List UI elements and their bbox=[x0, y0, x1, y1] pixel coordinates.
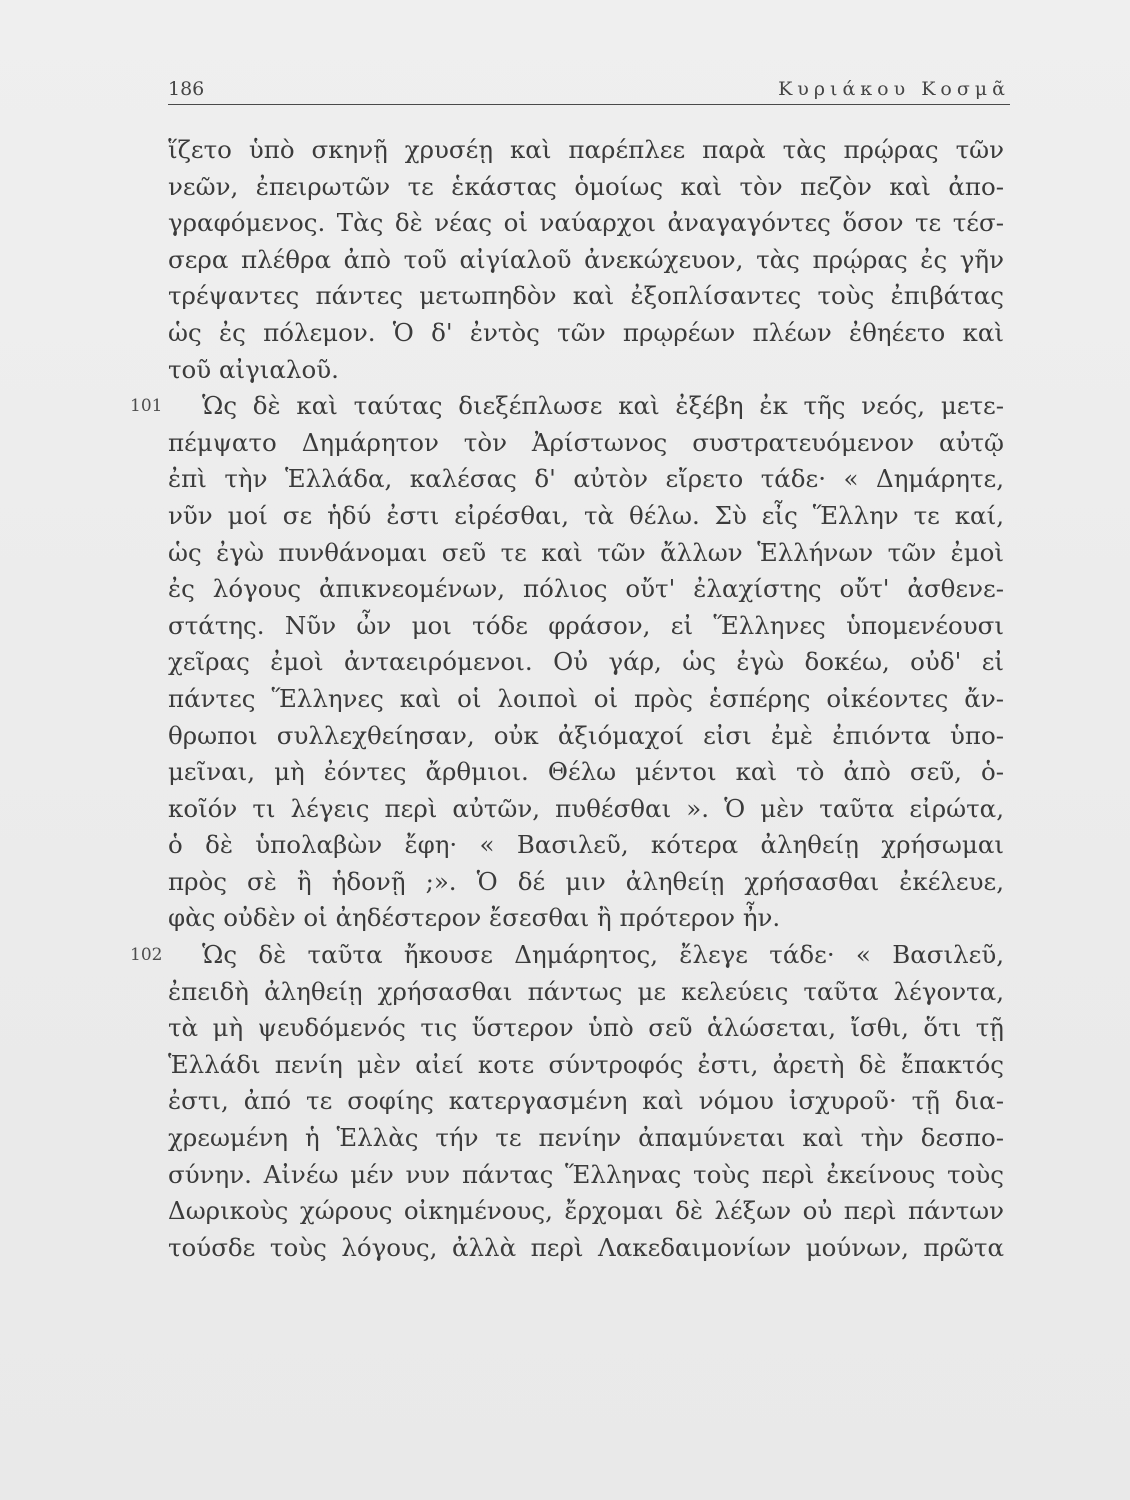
text-line: στάτης. Νῦν ὦν μοι τόδε φράσον, εἰ Ἕλληνες ὑπομενέουσι bbox=[168, 610, 1004, 640]
text-line: τὰ μὴ ψευδόμενός τις ὕστερον ὑπὸ σεῦ ἁλώσεται, ἴσθι, ὅτι τῇ bbox=[168, 1013, 1004, 1043]
text-line: ἐπειδὴ ἀληθείῃ χρήσασθαι πάντως με κελεύεις ταῦτα λέγοντα, bbox=[168, 976, 1004, 1006]
section-number: 102 bbox=[130, 945, 163, 966]
text-line: νεῶν, ἐπειρωτῶν τε ἑκάστας ὁμοίως καὶ τὸν πεζὸν καὶ ἀπο- bbox=[168, 171, 1004, 201]
text-line: ὡς ἐς πόλεμον. Ὁ δ' ἐντὸς τῶν πρῳρέων πλέων ἐθηέετο καὶ bbox=[168, 317, 1004, 347]
text-line: χρεωμένη ἡ Ἑλλὰς τήν τε πενίην ἀπαμύνεται καὶ τὴν δεσπο- bbox=[168, 1123, 1004, 1153]
text-line: πρὸς σὲ ἢ ἡδονῇ ;». Ὁ δέ μιν ἀληθείῃ χρήσασθαι ἐκέλευε, bbox=[168, 866, 1004, 896]
text-line: πάντες Ἕλληνες καὶ οἱ λοιποὶ οἱ πρὸς ἑσπέρης οἰκέοντες ἄν- bbox=[168, 683, 1004, 713]
text-line: θρωποι συλλεχθείησαν, οὐκ ἀξιόμαχοί εἰσι ἐμὲ ἐπιόντα ὑπο- bbox=[168, 720, 1004, 750]
text-line: τρέψαντες πάντες μετωπηδὸν καὶ ἐξοπλίσαντες τοὺς ἐπιβάτας bbox=[168, 281, 1004, 311]
page-number: 186 bbox=[168, 78, 205, 100]
page-header bbox=[168, 70, 1010, 105]
text-line: ὁ δὲ ὑπολαβὼν ἔφη· « Βασιλεῦ, κότερα ἀληθείῃ χρήσωμαι bbox=[168, 830, 1004, 860]
text-line: Ὡς δὲ ταῦτα ἤκουσε Δημάρητος, ἔλεγε τάδε· « Βασιλεῦ, bbox=[202, 940, 1004, 970]
text-line: ἐς λόγους ἀπικνεομένων, πόλιος οὔτ' ἐλαχίστης οὔτ' ἀσθενε- bbox=[168, 574, 1004, 604]
body-text bbox=[130, 132, 1004, 1266]
text-line: γραφόμενος. Τὰς δὲ νέας οἱ ναύαρχοι ἀναγαγόντες ὅσον τε τέσ- bbox=[168, 208, 1004, 238]
text-line: ἵζετο ὑπὸ σκηνῇ χρυσέῃ καὶ παρέπλεε παρὰ τὰς πρῴρας τῶν bbox=[168, 135, 1004, 164]
paragraph-101 bbox=[130, 388, 1004, 425]
text-line: φὰς οὐδὲν οἱ ἀηδέστερον ἔσεσθαι ἢ πρότερον ἦν. bbox=[168, 903, 781, 933]
paragraph-102 bbox=[130, 937, 1004, 974]
section-number: 101 bbox=[130, 396, 163, 417]
text-line: νῦν μοί σε ἡδύ ἐστι εἰρέσθαι, τὰ θέλω. Σὺ εἶς Ἕλλην τε καί, bbox=[168, 500, 1004, 530]
text-line: μεῖναι, μὴ ἐόντες ἄρθμιοι. Θέλω μέντοι καὶ τὸ ἀπὸ σεῦ, ὁ- bbox=[168, 757, 1004, 787]
text-line: πέμψατο Δημάρητον τὸν Ἀρίστωνος συστρατευόμενον αὐτῷ bbox=[168, 427, 1004, 457]
text-line: χεῖρας ἐμοὶ ἀνταειρόμενοι. Οὐ γάρ, ὡς ἐγὼ δοκέω, οὐδ' εἰ bbox=[168, 647, 1004, 677]
text-line: ἐπὶ τὴν Ἑλλάδα, καλέσας δ' αὐτὸν εἴρετο τάδε· « Δημάρητε, bbox=[168, 464, 1004, 494]
text-line: Δωρικοὺς χώρους οἰκημένους, ἔρχομαι δὲ λέξων οὐ περὶ πάντων bbox=[168, 1196, 1004, 1226]
text-line: Ὡς δὲ καὶ ταύτας διεξέπλωσε καὶ ἐξέβη ἐκ τῆς νεός, μετε- bbox=[202, 391, 1004, 421]
text-line: κοῖόν τι λέγεις περὶ αὐτῶν, πυθέσθαι ». Ὁ μὲν ταῦτα εἰρώτα, bbox=[168, 793, 1004, 823]
text-line: σερα πλέθρα ἀπὸ τοῦ αἰγίαλοῦ ἀνεκώχευον, τὰς πρῴρας ἐς γῆν bbox=[168, 244, 1004, 274]
running-title: Κυριάκου Κοσμᾶ bbox=[778, 78, 1010, 100]
text-line: Ἑλλάδι πενίη μὲν αἰεί κοτε σύντροφός ἐστι, ἀρετὴ δὲ ἔπακτός bbox=[168, 1049, 1004, 1079]
text-line: ἐστι, ἀπό τε σοφίης κατεργασμένη καὶ νόμου ἰσχυροῦ· τῇ δια- bbox=[168, 1086, 1004, 1116]
text-line: ὡς ἐγὼ πυνθάνομαι σεῦ τε καὶ τῶν ἄλλων Ἑλλήνων τῶν ἐμοὶ bbox=[168, 537, 1004, 567]
text-line: τοῦ αἰγιαλοῦ. bbox=[168, 354, 339, 384]
text-line: τούσδε τοὺς λόγους, ἀλλὰ περὶ Λακεδαιμονίων μούνων, πρῶτα bbox=[168, 1232, 1004, 1262]
text-line: σύνην. Αἰνέω μέν νυν πάντας Ἕλληνας τοὺς περὶ ἐκείνους τοὺς bbox=[168, 1159, 1004, 1189]
